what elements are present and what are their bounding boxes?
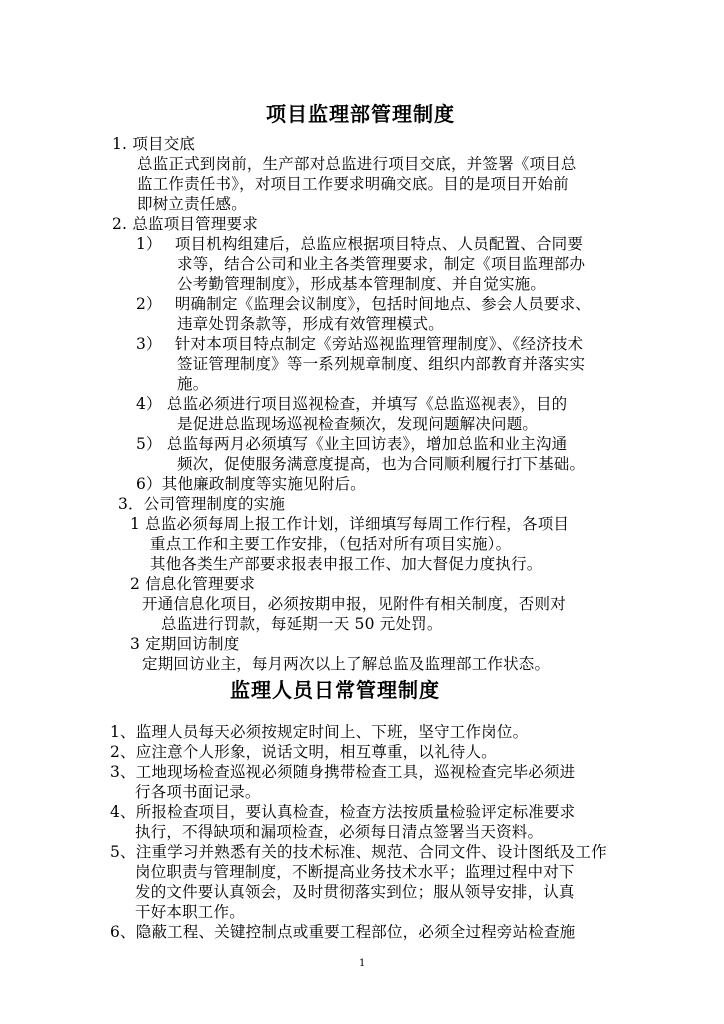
s2-line: 执行，不得缺项和漏项检查，必须每日清点签署当天资料。 <box>135 823 544 841</box>
s2-line: 行各项书面记录。 <box>135 783 261 801</box>
page-number: 1 <box>359 958 366 969</box>
s2-line: 5、注重学习并熟悉有关的技术标准、规范、合同文件、设计图纸及工作 <box>110 843 607 861</box>
s1-line: 签证管理制度》等一系列规章制度、组织内部教育并落实实 <box>177 355 586 373</box>
s2-line: 4、所报检查项目，要认真检查，检查方法按质量检验评定标准要求 <box>110 803 576 821</box>
s2-line: 6、隐蔽工程、关键控制点或重要工程部位，必须全过程旁站检查施 <box>110 923 576 941</box>
s1-line: 1 总监必须每周上报工作计划，详细填写每周工作行程，各项目 <box>130 515 570 533</box>
s1-line: 2） 明确制定《监理会议制度》，包括时间地点、参会人员要求、 <box>136 295 591 313</box>
s1-line: 公考勤管理制度》，形成基本管理制度、并自觉实施。 <box>177 275 547 293</box>
s1-line: 5） 总监每两月必须填写《业主回访表》，增加总监和业主沟通 <box>136 435 568 453</box>
s1-line: 定期回访业主，每月两次以上了解总监及监理部工作状态。 <box>142 655 551 673</box>
s2-line: 干好本职工作。 <box>135 903 245 921</box>
s1-line: 1. 项目交底 <box>112 135 196 153</box>
s1-line: 总监进行罚款，每延期一天 50 元处罚。 <box>161 615 443 633</box>
s1-line: 2 信息化管理要求 <box>130 575 256 593</box>
s2-line: 3、工地现场检查巡视必须随身携带检查工具，巡视检查完毕必须进 <box>110 763 576 781</box>
s1-line: 求等，结合公司和业主各类管理要求，制定《项目监理部办 <box>177 255 586 273</box>
s1-line: 即树立责任感。 <box>137 195 247 213</box>
s1-line: 施。 <box>177 375 209 393</box>
s2-line: 2、应注意个人形象，说话文明，相互尊重，以礼待人。 <box>110 743 497 761</box>
s1-line: 其他各类生产部要求报表申报工作、加大督促力度执行。 <box>150 555 543 573</box>
s1-line: 3．公司管理制度的实施 <box>118 495 286 513</box>
s1-line: 3 定期回访制度 <box>130 635 240 653</box>
s1-line: 是促进总监现场巡视检查频次，发现问题解决问题。 <box>177 415 539 433</box>
s1-line: 频次，促使服务满意度提高，也为合同顺利履行打下基础。 <box>177 455 586 473</box>
section-title-project-management: 项目监理部管理制度 <box>266 102 455 126</box>
s1-line: 6）其他廉政制度等实施见附后。 <box>136 475 366 493</box>
s1-line: 监工作责任书》，对项目工作要求明确交底。目的是项目开始前 <box>137 175 569 193</box>
section-title-staff-management: 监理人员日常管理制度 <box>230 678 440 702</box>
s2-line: 发的文件要认真领会，及时贯彻落实到位；服从领导安排，认真 <box>135 883 575 901</box>
s2-line: 岗位职责与管理制度，不断提高业务技术水平；监理过程中对下 <box>135 863 575 881</box>
s1-line: 4） 总监必须进行项目巡视检查，并填写《总监巡视表》，目的 <box>136 395 568 413</box>
s1-line: 开通信息化项目，必须按期申报，见附件有相关制度，否则对 <box>142 595 566 613</box>
s2-line: 1、监理人员每天必须按规定时间上、下班，坚守工作岗位。 <box>110 723 529 741</box>
s1-line: 1） 项目机构组建后，总监应根据项目特点、人员配置、合同要 <box>136 235 584 253</box>
s1-line: 2. 总监项目管理要求 <box>112 215 258 233</box>
s1-line: 重点工作和主要工作安排，（包括对所有项目实施）。 <box>150 535 512 553</box>
s1-line: 总监正式到岗前，生产部对总监进行项目交底，并签署《项目总 <box>137 155 577 173</box>
s1-line: 违章处罚条款等，形成有效管理模式。 <box>177 315 444 333</box>
s1-line: 3） 针对本项目特点制定《旁站巡视监理管理制度》、《经济技术 <box>136 335 584 353</box>
